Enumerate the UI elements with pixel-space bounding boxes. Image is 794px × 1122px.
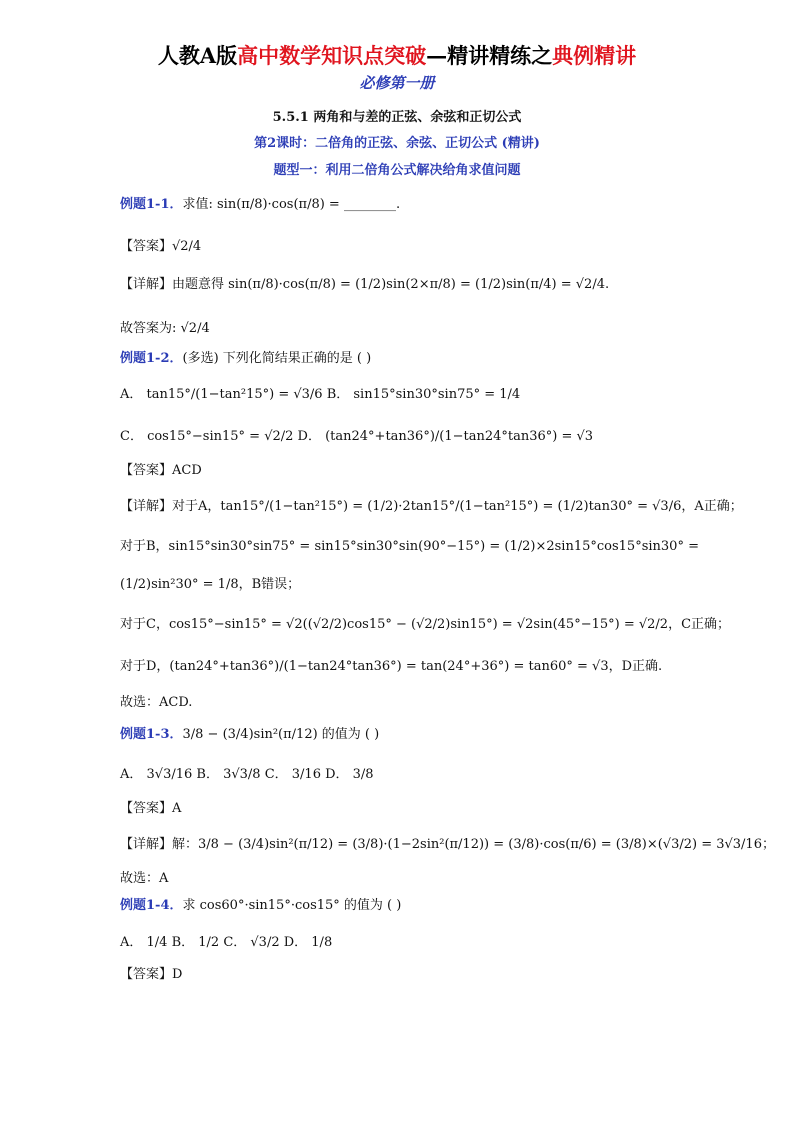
example-1-1-detail: 【详解】由题意得 sin(π/8)·cos(π/8) = (1/2)sin(2×π/8) = (1/2)sin(π/4) = √2/4. bbox=[120, 277, 610, 292]
section-heading: 5.5.1 两角和与差的正弦、余弦和正切公式 bbox=[272, 110, 522, 125]
question-text: (多选) 下列化简结果正确的是 ( ) bbox=[182, 351, 372, 366]
example-1-3-conclusion: 故选：A bbox=[120, 871, 169, 886]
example-1-4-options: A． 1/4 B． 1/2 C． √3/2 D． 1/8 bbox=[120, 935, 333, 950]
example-1-1-conclusion: 故答案为: √2/4 bbox=[120, 321, 210, 336]
example-label: 例题1-2． bbox=[120, 351, 183, 366]
lesson-heading: 第2课时：二倍角的正弦、余弦、正切公式 (精讲) bbox=[254, 136, 540, 151]
question-text: 求 cos60°·sin15°·cos15° 的值为 ( ) bbox=[182, 898, 402, 913]
example-1-2-detail-c: 对于C，cos15°−sin15° = √2((√2/2)cos15° − (√2/2)sin15°) = √2sin(45°−15°) = √2/2，C正确； bbox=[120, 617, 731, 632]
title-part-topic: 高中数学知识点突破 bbox=[237, 43, 427, 68]
example-1-2-question bbox=[120, 346, 371, 372]
title-part-kind: 典例精讲 bbox=[552, 43, 637, 68]
title-part-publisher: 人教A版 bbox=[157, 43, 238, 68]
question-text: 3/8 − (3/4)sin²(π/12) 的值为 ( ) bbox=[182, 727, 380, 742]
example-1-2-detail-b1: 对于B，sin15°sin30°sin75° = sin15°sin30°sin(90°−15°) = (1/2)×2sin15°cos15°sin30° = bbox=[120, 539, 699, 554]
example-1-2-detail-d: 对于D，(tan24°+tan36°)/(1−tan24°tan36°) = tan(24°+36°) = tan60° = √3，D正确. bbox=[120, 659, 663, 674]
example-label: 例题1-4． bbox=[120, 898, 183, 913]
title-part-series: —精讲精练之 bbox=[426, 43, 553, 68]
example-1-2-answer: 【答案】ACD bbox=[120, 463, 202, 478]
example-1-3-answer: 【答案】A bbox=[120, 801, 182, 816]
document-subtitle: 必修第一册 bbox=[359, 74, 435, 92]
example-label: 例题1-3． bbox=[120, 727, 183, 742]
example-1-2-detail-a: 【详解】对于A，tan15°/(1−tan²15°) = (1/2)·2tan15°/(1−tan²15°) = (1/2)tan30° = √3/6，A正确； bbox=[120, 499, 743, 514]
example-1-2-detail-b2: (1/2)sin²30° = 1/8，B错误； bbox=[120, 577, 301, 592]
example-1-2-conclusion: 故选：ACD. bbox=[120, 695, 193, 710]
example-1-3-question bbox=[120, 722, 379, 748]
question-text: 求值: sin(π/8)·cos(π/8) = ________. bbox=[182, 197, 401, 212]
example-label: 例题1-1． bbox=[120, 197, 183, 212]
example-1-3-detail: 【详解】解：3/8 − (3/4)sin²(π/12) = (3/8)·(1−2sin²(π/12)) = (3/8)·cos(π/6) = (3/8)×(√3/2) = 3√3/16； bbox=[120, 837, 775, 852]
document-title bbox=[0, 40, 794, 70]
example-1-2-options-cd: C． cos15°−sin15° = √2/2 D． (tan24°+tan36°)/(1−tan24°tan36°) = √3 bbox=[120, 429, 594, 444]
problem-type-heading: 题型一：利用二倍角公式解决给角求值问题 bbox=[273, 163, 521, 178]
example-1-2-options-ab: A． tan15°/(1−tan²15°) = √3/6 B． sin15°sin30°sin75° = 1/4 bbox=[120, 387, 521, 402]
example-1-3-options: A． 3√3/16 B． 3√3/8 C． 3/16 D． 3/8 bbox=[120, 767, 374, 782]
example-1-1-answer: 【答案】√2/4 bbox=[120, 239, 202, 254]
example-1-4-answer: 【答案】D bbox=[120, 967, 183, 982]
example-1-1-question bbox=[120, 192, 400, 218]
example-1-4-question bbox=[120, 893, 401, 919]
